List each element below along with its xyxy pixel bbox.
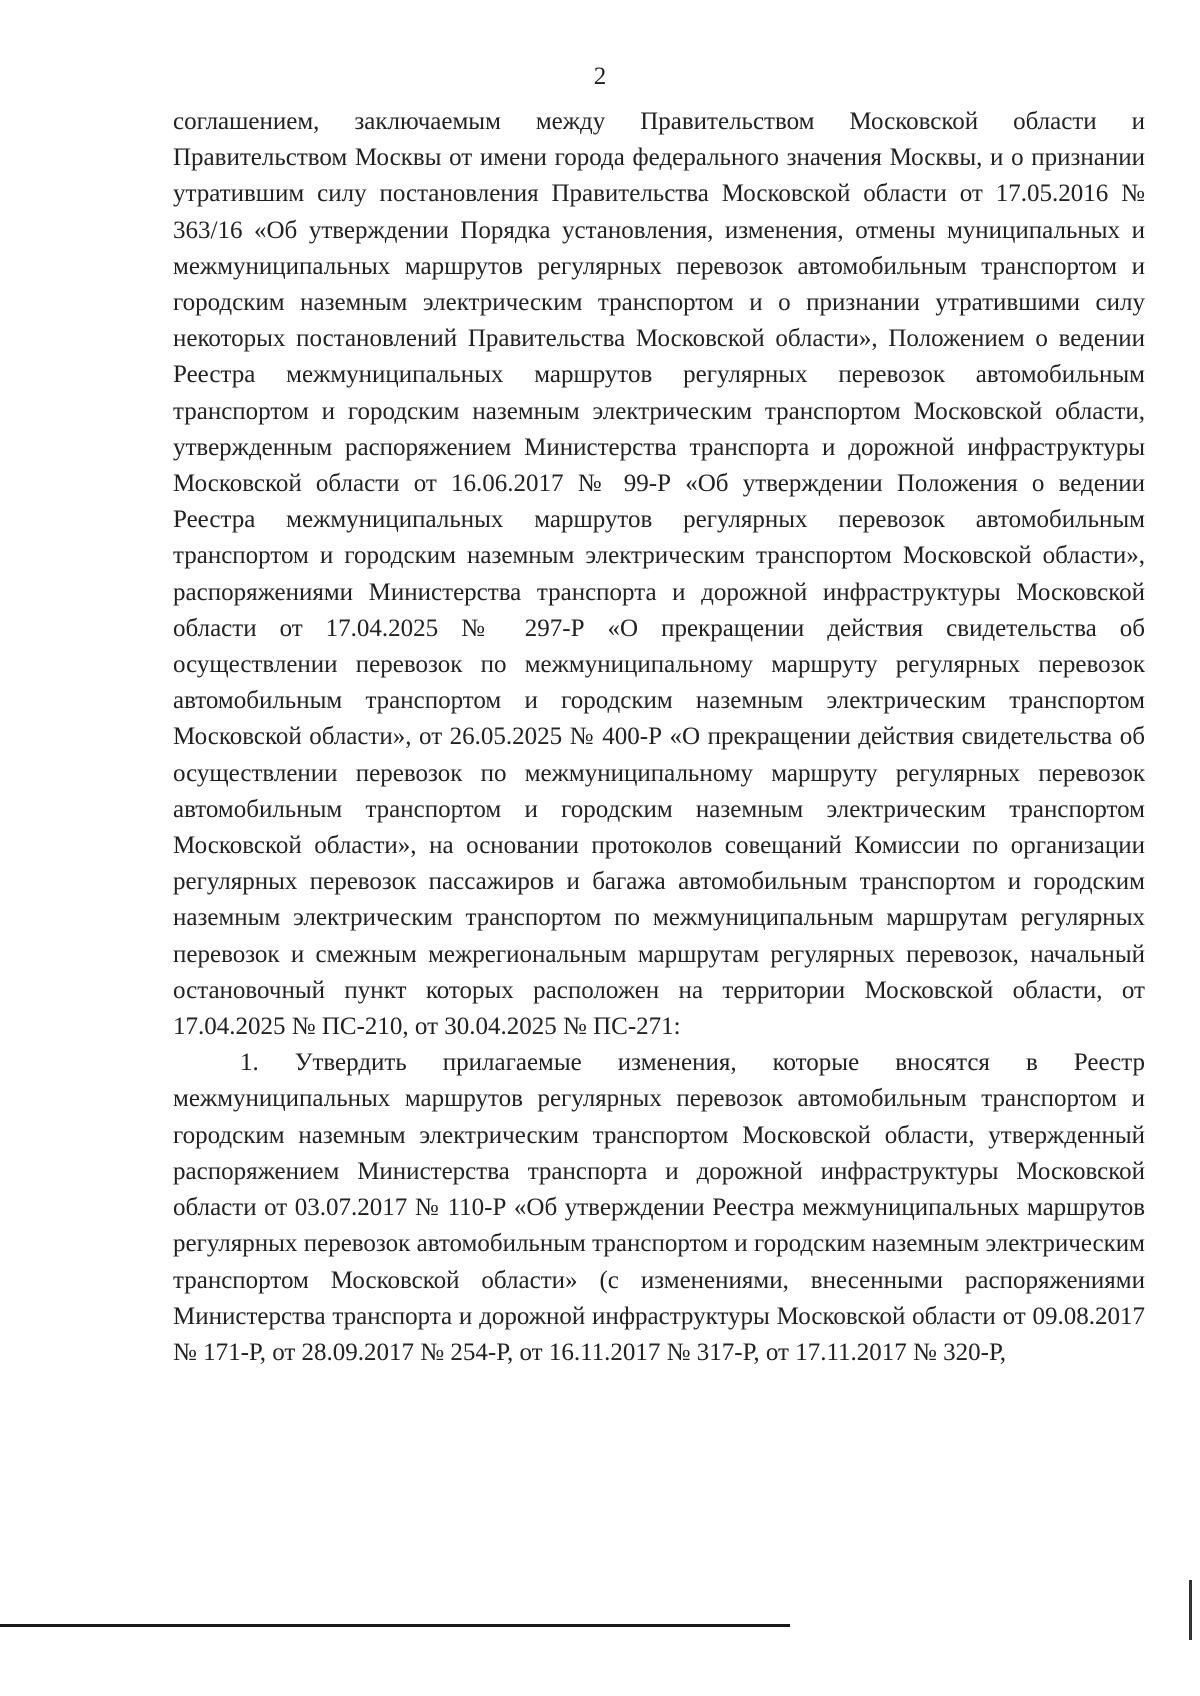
bottom-rule — [0, 1624, 790, 1627]
paragraph-continuation: соглашением, заключаемым между Правительством Московской области и Правительством Москвы от имени города федерального значения Москвы, и о признании утратившим силу постановления Правительства Московской области от 17.05.2016 № 363/16 «Об утверждении Порядка установления, изменения, отмены муниципальных и межмуниципальных маршрутов регулярных перевозок автомобильным транспортом и городским наземным электрическим транспортом и о признании утратившими силу некоторых постановлений Правительства Московской области», Положением о ведении Реестра межмуниципальных маршрутов регулярных перевозок автомобильным транспортом и городским наземным электрическим транспортом Московской области, утвержденным распоряжением Министерства транспорта и дорожной инфраструктуры Московской области от 16.06.2017 № 99-Р «Об утверждении Положения о ведении Реестра межмуниципальных маршрутов регулярных перевозок автомобильным транспортом и городским наземным электрическим транспортом Московской области», распоряжениями Министерства транспорта и дорожной инфраструктуры Московской области от 17.04.2025 № 297-Р «О прекращении действия свидетельства об осуществлении перевозок по межмуниципальному маршруту регулярных перевозок автомобильным транспортом и городским наземным электрическим транспортом Московской области», от 26.05.2025 № 400-Р «О прекращении действия свидетельства об осуществлении перевозок по межмуниципальному маршруту регулярных перевозок автомобильным транспортом и городским наземным электрическим транспортом Московской области», на основании протоколов совещаний Комиссии по организации регулярных перевозок пассажиров и багажа автомобильным транспортом и городским наземным электрическим транспортом по межмуниципальным маршрутам регулярных перевозок и смежным межрегиональным маршрутам регулярных перевозок, начальный остановочный пункт которых расположен на территории Московской области, от 17.04.2025 № ПС-210, от 30.04.2025 № ПС-271: — [173, 108, 1145, 1041]
scan-edge-mark — [1189, 1580, 1192, 1640]
scan-artifact — [205, 0, 265, 8]
paragraph-item-1: 1. Утвердить прилагаемые изменения, которые вносятся в Реестр межмуниципальных маршрутов регулярных перевозок автомобильным транспортом и городским наземным электрическим транспортом Московской области, утвержденный распоряжением Министерства транспорта и дорожной инфраструктуры Московской области от 03.07.2017 № 110-Р «Об утверждении Реестра межмуниципальных маршрутов регулярных перевозок автомобильным транспортом и городским наземным электрическим транспортом Московской области» (с изменениями, внесенными распоряжениями Министерства транспорта и дорожной инфраструктуры Московской области от 09.08.2017 № 171-Р, от 28.09.2017 № 254-Р, от 16.11.2017 № 317-Р, от 17.11.2017 № 320-Р, — [173, 1049, 1145, 1366]
document-body — [173, 104, 1145, 1371]
page-number: 2 — [593, 63, 607, 90]
